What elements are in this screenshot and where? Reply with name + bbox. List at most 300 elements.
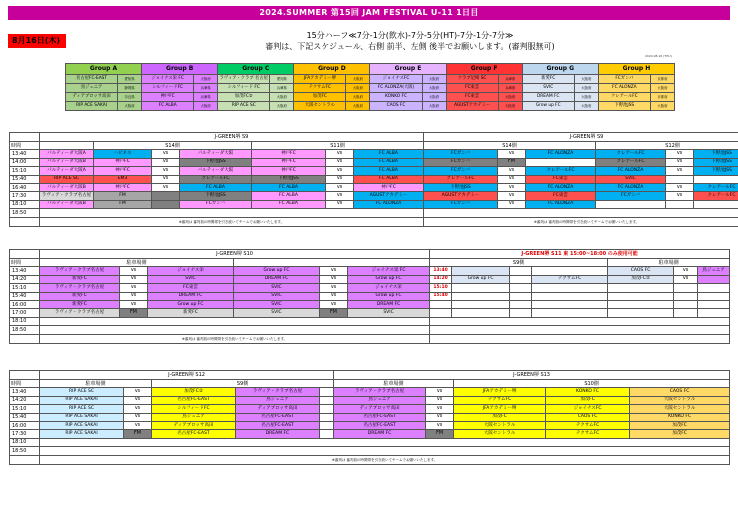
team-name: FC ALBA [252,200,326,208]
team-name: 名古屋FC-EAST [152,430,236,438]
team-name: ジョイナス栄 FC [142,75,194,84]
team-name: テクサムFC [546,421,630,429]
vs-label [674,300,698,308]
team-name [532,309,608,317]
vs-label: vs [498,192,526,200]
team-name: クレアールFC [424,175,498,183]
group-team-row [66,84,675,93]
team-name [532,267,608,275]
vs-label: vs [498,167,526,175]
vs-label: vs [666,183,694,191]
blank [430,317,730,325]
team-name: 下野池JSS [694,167,738,175]
schedule-s10-table [9,249,730,344]
side-label: S14側 [424,142,596,150]
vs-label: vs [326,167,354,175]
match-row [10,150,738,158]
team-name: FCガンバ [424,150,498,158]
team-name: AGUSTアカデミー [446,102,498,111]
vs-label: vs [320,284,348,292]
group-header: Group H [598,64,674,75]
match-row [10,405,730,413]
team-name: SVIC [234,284,320,292]
team-name [452,309,510,317]
team-name: FCガンバ [598,75,650,84]
vs-label: vs [124,413,152,421]
team-name: パルティーダ大阪 [180,150,252,158]
match-time: 15:40 [10,175,40,183]
team-name: 加茂FC [294,93,346,102]
vs-label: vs [426,396,454,404]
match-time: 16:00 [10,421,40,429]
team-name: クラブ尼崎 SC [446,75,498,84]
team-prefecture: 愛知県 [270,75,294,84]
half-format-text: 15分ハーフ≪7分-1分(飲水)-7分-5分(HT)-7分-1分-7分≫ [306,31,514,40]
team-name: FC ALBA [354,158,424,166]
vs-label: FM [426,430,454,438]
match-time: 18:10 [10,200,40,208]
team-prefecture: 大阪府 [346,102,370,111]
team-name: シルフィードFC [152,405,236,413]
team-name: RIP ACE SAKAI [40,396,124,404]
team-prefecture: 大阪府 [422,102,446,111]
vs-label: vs [320,300,348,308]
date-label: 8月16日(木) [8,34,66,48]
team-prefecture: 大阪府 [118,102,142,111]
s12-body [10,371,730,465]
referee-note: ※審判は 審判員の時間帯を引き続いてチームでお願いいたします。 [40,217,424,226]
venue-blank [10,250,40,259]
team-name: 大阪セントラル [294,102,346,111]
vs-label: FM [120,309,148,317]
team-name: 神戸FC [354,183,424,191]
team-name [532,292,608,300]
referee-notice-text: 審判は、下記スケジュール、右側 前半、左側 後半でお願いします。(審判服無可) [265,42,555,51]
side-label: S10側 [454,380,730,388]
blank [234,259,430,267]
referee-team: ラヴィア・クラブ名古屋 [40,192,94,200]
team-name: SVIC [234,300,320,308]
team-name: 大阪セントラル [454,421,546,429]
team-name: 神戸FC [94,183,152,191]
team-prefecture: 大阪府 [498,102,522,111]
vs-label: vs [666,167,694,175]
team-name: 加茂FC [630,430,730,438]
match-time: 18:10 [10,438,40,446]
blank [430,326,730,334]
team-prefecture: 大阪府 [270,102,294,111]
team-name: AGUSTアカデミー [424,192,498,200]
team-name: テクサムFC [546,430,630,438]
team-name: 下野池JSS [252,175,326,183]
time-header: 時間 [10,142,40,150]
team-name: FC ALONZA [526,200,596,208]
match-row [10,275,730,283]
vs-label: vs [426,421,454,429]
match-row [10,388,730,396]
blank [10,455,40,464]
blank [424,209,738,217]
team-name [532,284,608,292]
referee-team: 鳥ジュニア [334,396,426,404]
team-prefecture: 兵庫県 [498,75,522,84]
match-time: 18:10 [10,317,40,325]
match-row [10,284,730,292]
vs-label: vs [120,300,148,308]
blank [40,447,730,455]
team-name: 名古屋FC-EAST [152,396,236,404]
team-name: FC ALONZA [526,183,596,191]
team-name: SVIC [522,84,574,93]
team-name [608,284,674,292]
team-name: FCガンバ [424,158,498,166]
match-row [10,317,730,325]
match-rules-notice [190,30,630,52]
group-team-row [66,93,675,102]
team-name: ジョイナス栄 [148,267,234,275]
vs-label [510,267,532,275]
side-row [10,142,738,150]
team-name: クレアールFC [180,175,252,183]
team-name [452,267,510,275]
referee-team: 名古屋FC-EAST [236,421,320,429]
team-name: FC東雲 [446,84,498,93]
team-name: FC東雲 [446,93,498,102]
team-name: CAOS FC [546,413,630,421]
team-name: 大阪セントラル [630,396,730,404]
side-label: S11側 [252,142,424,150]
vs-label: vs [124,405,152,413]
page-title: 2024.SUMMER 第15回 JAM FESTIVAL U-11 1日目 [8,6,730,20]
vs-label: vs [426,388,454,396]
side-label: S9側 [430,259,608,267]
team-name: RIP ACE SC [40,388,124,396]
referee-team: パルティーダ大阪B [40,183,94,191]
team-name: AGUSTアカデミー [354,192,424,200]
team-prefecture: 大阪府 [650,84,674,93]
match-row [10,447,730,455]
referee-team: パルティーダ大阪A [40,167,94,175]
venue-title: J-GREEN堺 S12 [40,371,334,380]
team-name: クレアールFC [596,158,666,166]
side-label: S12側 [596,142,738,150]
match-time: 15:10 [10,405,40,413]
team-name: 新愛FC [40,292,120,300]
team-name: JFAアカデミー堺 [454,388,546,396]
team-name: FC ALONZA [598,84,650,93]
match-row [10,309,730,317]
team-name: 鳥ジュニア [698,267,730,275]
team-name: JFAアカデミー堺 [454,405,546,413]
match-time: 15:10 [430,284,452,292]
side-label: S9側 [152,380,334,388]
vs-label [510,309,532,317]
team-name: 神戸FC [252,167,326,175]
team-name: CAOS FC [630,388,730,396]
team-prefecture: 京都府 [650,93,674,102]
match-time: 15:40 [10,413,40,421]
time-header: 時間 [10,380,40,388]
team-name: CAOS FC [608,267,674,275]
team-name: ラヴィア・クラブ名古屋 [40,267,120,275]
team-name: SVIC [348,309,430,317]
team-name: DREAM FC [148,292,234,300]
referee-team: パルティーダ大阪A [40,150,94,158]
referee-team: ラヴィア・クラブ名古屋 [236,388,320,396]
venue-blank [10,371,40,380]
match-row [10,192,738,200]
referee-team: DREAM FC [334,430,426,438]
team-name: FM [94,200,152,208]
team-name: ジョイナス栄 FC [348,267,430,275]
referee-team: パルティーダ大阪B [40,200,94,208]
team-prefecture: 大阪府 [422,75,446,84]
vs-label: vs [666,158,694,166]
team-name: FC ALBA [354,167,424,175]
match-row [10,326,730,334]
match-time: 13:40 [10,267,40,275]
match-time: 15:40 [430,292,452,300]
match-row [10,167,738,175]
team-name: FC ALONZA [526,150,596,158]
vs-label: vs [326,150,354,158]
group-header: Group F [446,64,522,75]
team-prefecture: 大阪府 [574,75,598,84]
team-name: テクサムFC [454,396,546,404]
vs-label [510,284,532,292]
team-name: Grow up FC [148,300,234,308]
team-name: KONKO FC [370,93,422,102]
team-name: FCガンバ [180,200,252,208]
team-prefecture: 大阪府 [650,102,674,111]
match-time: 14:20 [10,396,40,404]
referee-team: パルティーダ大阪B [40,158,94,166]
team-prefecture: 兵庫県 [194,93,218,102]
vs-label [510,300,532,308]
vs-label: vs [326,192,354,200]
date-stamp: 2024.08.16 (THU) [645,54,672,58]
team-name: 加茂FC② [608,275,674,283]
blank [40,438,730,446]
match-row [10,175,738,183]
team-name: 神戸FC [94,158,152,166]
blank [320,421,334,429]
team-name: FC ALBA [354,175,424,183]
match-time: 14:20 [430,275,452,283]
team-name: ラヴィア・クラブ名古屋 [40,284,120,292]
vs-label: vs [320,267,348,275]
team-name: FCガンバ [424,167,498,175]
team-name: DREAM FC [234,275,320,283]
group-team-row [66,102,675,111]
match-row [10,413,730,421]
team-prefecture: 兵庫県 [270,84,294,93]
team-name [694,200,738,208]
blank [430,334,730,343]
team-name [452,284,510,292]
team-name: 新愛FC [148,309,234,317]
team-name: 下野池JSS [180,192,252,200]
team-name: EM3 [94,175,152,183]
match-row [10,158,738,166]
match-time [430,300,452,308]
vs-label: vs [426,405,454,413]
match-time: 18:50 [10,326,40,334]
blank [10,334,40,343]
side-label: S14側 [94,142,252,150]
team-name: FC ALBA [252,192,326,200]
team-name: FC東雲 [526,175,596,183]
team-name: 加茂FC [454,413,546,421]
vs-label: vs [498,183,526,191]
vs-label: vs [152,167,180,175]
team-name: ジョイナスFC [546,405,630,413]
vs-label [666,175,694,183]
vs-label [674,292,698,300]
team-name [694,175,738,183]
team-name: FC ALBA [180,183,252,191]
blank [320,396,334,404]
team-name: FM [94,192,152,200]
referee-team: 名古屋FC-EAST [236,413,320,421]
schedule-s12-table [9,370,730,465]
team-name: RIP ACE SAKAI [40,430,124,438]
team-name: クレアールFC [598,93,650,102]
vs-label: vs [674,275,698,283]
team-name: 下野池JSS [180,158,252,166]
team-name: 神戸FC [252,150,326,158]
team-name: 神戸FC [94,167,152,175]
groups-body [66,64,675,111]
team-name: Grow up FC [348,292,430,300]
team-name: FC ALONZA(大阪) [370,84,422,93]
team-prefecture: 兵庫県 [194,84,218,93]
team-name: 下野池JSS [694,158,738,166]
referee-team: 名古屋FC-EAST [334,421,426,429]
vs-label: vs [426,413,454,421]
vs-label: vs [326,200,354,208]
vs-label: vs [120,292,148,300]
team-prefecture: 兵庫県 [498,84,522,93]
blank [320,430,334,438]
match-row [10,396,730,404]
team-name: ハピネス [94,150,152,158]
team-name: ジョイナスFC [370,75,422,84]
team-name: 加茂FC② [152,388,236,396]
team-name [532,300,608,308]
team-name: シルフィードFC [142,84,194,93]
team-name: 神戸FC [142,93,194,102]
referee-team: 名古屋FC-EAST [334,413,426,421]
team-name: 大阪セントラル [454,430,546,438]
match-time: 14:00 [10,158,40,166]
team-name: ジョイナス栄 [348,284,430,292]
vs-label [674,309,698,317]
vs-label: vs [326,175,354,183]
team-name: SVIC [234,309,320,317]
s9-body [10,133,738,227]
match-time: 13:40 [10,150,40,158]
blank [40,209,424,217]
team-name: 鳥ジュニア [152,413,236,421]
team-name: ディアブロッサ高田 [66,93,118,102]
vs-label: vs [152,175,180,183]
team-name: FC ALBA [354,150,424,158]
match-time: 15:10 [10,167,40,175]
team-name: 神戸FC [252,158,326,166]
team-name: 下野池JSS [598,102,650,111]
group-header: Group A [66,64,142,75]
team-name: RIP ACE SAKAI [40,421,124,429]
vs-label: FM [498,158,526,166]
team-prefecture: 大阪府 [346,93,370,102]
team-name [698,300,730,308]
team-name: Grow up FC [522,102,574,111]
group-header-row [66,64,675,75]
team-name: 名古屋FC-EAST [66,75,118,84]
vs-label: vs [152,183,180,191]
team-name: RIP ACE SC [40,405,124,413]
match-time: 18:50 [10,209,40,217]
vs-label: vs [124,396,152,404]
referee-team: ディアブロッサ高田 [236,405,320,413]
team-name: FC ALBA [142,102,194,111]
match-time: 17:30 [10,192,40,200]
team-prefecture: 大阪府 [574,102,598,111]
match-row [10,421,730,429]
vs-label: FM [124,430,152,438]
team-name [596,200,666,208]
team-prefecture: 大阪府 [194,75,218,84]
vs-label [666,200,694,208]
venue-row [10,250,730,259]
vs-label [152,192,180,200]
blank [320,413,334,421]
team-name [698,284,730,292]
team-name: ディアブロッサ高田 [152,421,236,429]
vs-label [152,200,180,208]
team-prefecture: 大阪府 [422,93,446,102]
team-name: FC ALONZA [596,167,666,175]
referee-note: ※審判は 審判員の時間帯を引き続いてチームでお願いいたします。 [424,217,738,226]
referee-note: ※審判は 審判員の時間帯を引き続いてチームでお願いいたします。 [40,455,730,464]
referee-team: RIP ACE SC [40,175,94,183]
side-row [10,380,730,388]
team-prefecture: 静岡県 [118,84,142,93]
match-time: 15:10 [10,284,40,292]
team-prefecture: 大阪府 [498,93,522,102]
team-name: Grow up FC [452,275,510,283]
vs-label: vs [666,192,694,200]
venue-title: J-GREEN堺 S11 東 15:00~18:00 のみ使用可能 [430,250,730,259]
vs-label: vs [326,183,354,191]
blank [40,142,94,150]
team-name: DREAM FC [522,93,574,102]
vs-label [674,284,698,292]
match-row [10,300,730,308]
team-prefecture: 大阪府 [574,93,598,102]
vs-label: vs [124,388,152,396]
team-name [452,300,510,308]
match-time: 17:30 [10,430,40,438]
venue-title: J-GREEN堺 S9 [40,133,424,142]
match-time [430,309,452,317]
match-time: 13:40 [10,388,40,396]
note-row [10,455,730,464]
vs-label: vs [498,175,526,183]
team-name: 新愛FC [40,275,120,283]
referee-team: DREAM FC [236,430,320,438]
